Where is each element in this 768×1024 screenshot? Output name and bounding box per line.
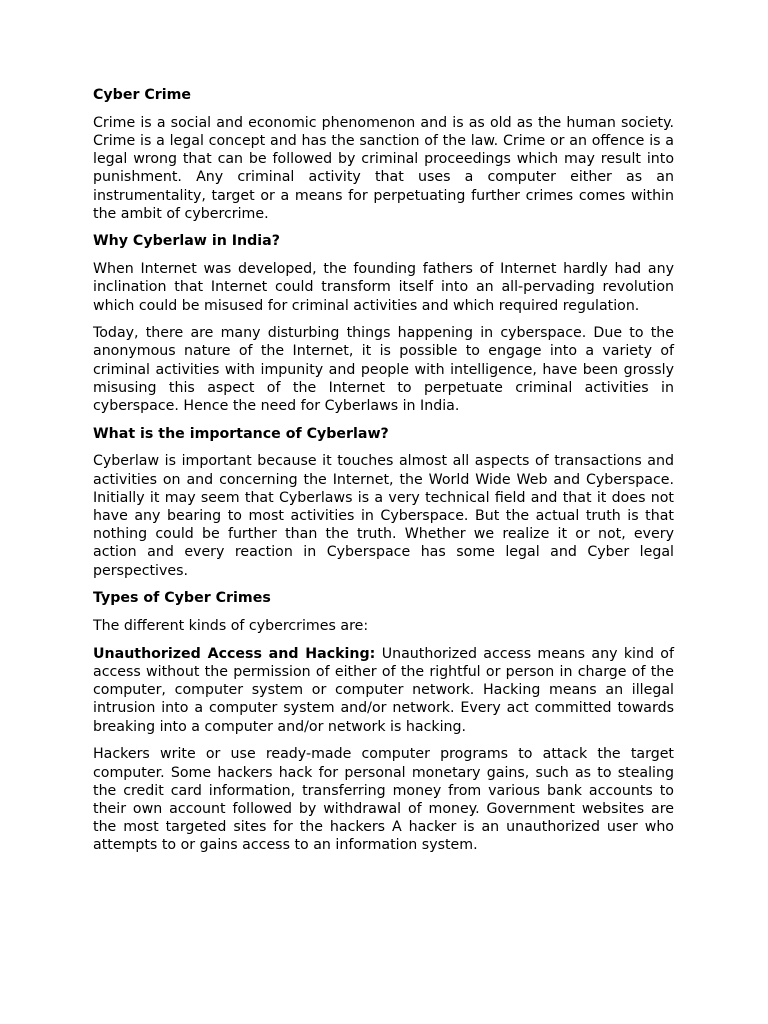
paragraph-importance: Cyberlaw is important because it touches almost all aspects of transactions and activities on and concerning the Internet, the World Wide Web and Cyberspace. Initially it may seem that Cyberlaws is a very technical field and that it does not have any bearing to most activities in Cyberspace. But the actual truth is that nothing could be further than the truth. Whether we realize it or not, every action and every reaction in Cyberspace has some legal and Cyber legal perspectives. — [93, 453, 674, 579]
heading-importance: What is the importance of Cyberlaw? — [93, 425, 389, 442]
unauthorized-access-label: Unauthorized Access and Hacking: — [93, 645, 376, 662]
heading-why-cyberlaw: Why Cyberlaw in India? — [93, 233, 280, 250]
paragraph-why-cyberlaw-1: When Internet was developed, the founding fathers of Internet hardly had any inclination that Internet could transform itself into an all-pervading revolution which could be misused for criminal activities and which required regulation. — [93, 261, 674, 314]
paragraph-types-intro: The different kinds of cybercrimes are: — [93, 618, 369, 635]
heading-cyber-crime: Cyber Crime — [93, 87, 192, 103]
document-page — [93, 86, 674, 864]
paragraph-hackers: Hackers write or use ready-made computer programs to attack the target computer. Some hackers hack for personal monetary gains, such as to stealing the credit card information, transferring money from various bank accounts to their own account followed by withdrawal of money. Government websites are the most targeted sites for the hackers A hacker is an unauthorized user who attempts to or gains access to an information system. — [93, 746, 674, 854]
paragraph-cyber-crime: Crime is a social and economic phenomenon and is as old as the human society. Crime is a legal concept and has the sanction of the law. Crime or an offence is a legal wrong that can be followed by criminal proceedings which may result into punishment. Any criminal activity that uses a computer either as an instrumentality, target or a means for perpetuating further crimes comes within the ambit of cybercrime. — [93, 114, 674, 222]
heading-types: Types of Cyber Crimes — [93, 590, 271, 607]
paragraph-why-cyberlaw-2: Today, there are many disturbing things happening in cyberspace. Due to the anonymous nature of the Internet, it is possible to engage into a variety of criminal activities with impunity and people with intelligence, have been grossly misusing this aspect of the Internet to perpetuate criminal activities in cyberspace. Hence the need for Cyberlaws in India. — [93, 325, 674, 415]
unauthorized-access-text: Unauthorized access means any kind of access without the permission of either of the rightful or person in charge of the computer, computer system or computer network. Hacking means an illegal intrusion into a computer system and/or network. Every act committed towards breaking into a computer and/or network is hacking. — [93, 645, 674, 735]
paragraph-unauthorized-access — [93, 645, 674, 736]
